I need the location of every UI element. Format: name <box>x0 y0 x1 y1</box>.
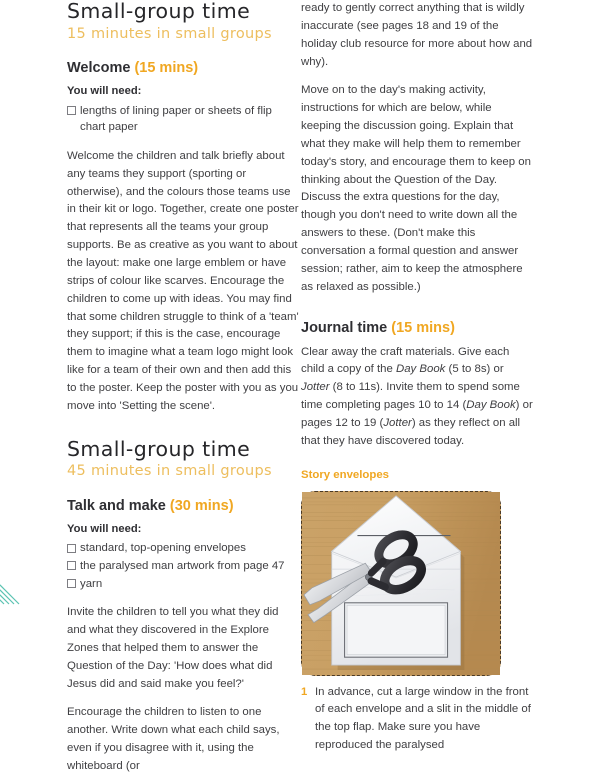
welcome-heading-mins: (15 mins) <box>134 59 199 76</box>
journal-heading-text: Journal time <box>301 319 388 336</box>
welcome-section-heading <box>67 59 300 77</box>
journal-section-heading <box>301 319 534 337</box>
welcome-paragraph: Welcome the children and talk briefly about any teams they support (sporting or otherwise), and the colours those teams use in their kit or logo. Together, create one poster that represents all the teams your group supports. Be as creative as you want to about the layout: make one large emblem or have strips of colour like scarves. Encourage the children to come up with ideas. You may find that some children struggle to think of a 'team' they support; if this is the case, encourage them to imagine what a team logo might look like for a team of their own and then add this to the poster. Keep the poster with you as you move into 'Setting the scene'. <box>67 149 299 412</box>
talk-and-make-heading-mins: (30 mins) <box>169 497 234 514</box>
talk-and-make-section-heading <box>67 497 300 515</box>
journal-text-4: (8 to 11s). Invite them to spend some time completing pages 10 to 14 ( <box>301 381 520 412</box>
list-item: In advance, cut a large window in the front of each envelope and a slit in the middle of the top flap. Make sure you have reproduced the paralysed <box>315 685 531 752</box>
session-two-subtitle: 45 minutes in small groups <box>67 463 272 480</box>
envelope-and-scissors-photo <box>301 491 501 676</box>
welcome-needs-list <box>67 103 300 136</box>
journal-paragraph <box>301 344 534 451</box>
section-spacer <box>67 416 300 438</box>
session-two-block <box>67 438 300 776</box>
welcome-heading-text: Welcome <box>67 59 131 76</box>
journal-spacer <box>301 308 534 319</box>
list-item: the paralysed man artwork from page 47 <box>67 558 300 575</box>
session-one-title: Small-group time <box>67 0 251 23</box>
talk-and-make-needs-list <box>67 540 300 592</box>
journal-text-8: ) as they reflect on all that they have discovered today. <box>301 417 521 447</box>
journal-text-2: (5 to 8s) or <box>445 363 504 376</box>
talk-and-make-paragraph-1: Invite the children to tell you what they did and what they discovered in the Explore Zones that helped them to answer the Question of the Day: 'How does what did Jesus did and said make you feel?' <box>67 606 279 690</box>
session-one-block <box>67 0 300 416</box>
talk-and-make-heading-text: Talk and make <box>67 497 166 514</box>
welcome-need-label: You will need: <box>67 85 142 98</box>
continued-paragraph-2: Move on to the day's making activity, instructions for which are below, while keeping the discussion going. Explain that what they make will help them to remember today's story, and encourage them to keep on thinking about the Question of the Day. Discuss the extra questions for the day, though you don't need to write down all the answers to these. (Don't make this conversation a formal question and answer session; rather, aim to keep the atmosphere as relaxed as possible.) <box>301 84 531 293</box>
left-column <box>67 0 300 776</box>
right-column <box>301 0 534 764</box>
journal-italic-day-book-2: Day Book <box>466 399 516 412</box>
journal-heading-mins: (15 mins) <box>391 319 455 336</box>
talk-and-make-need-label: You will need: <box>67 522 142 535</box>
list-item: yarn <box>67 576 300 593</box>
continued-paragraph-1: ready to gently correct anything that is wildly inaccurate (see pages 18 and 19 of the holiday club resource for more about how and why). <box>301 2 533 68</box>
session-two-title: Small-group time <box>67 436 251 461</box>
story-envelopes-heading: Story envelopes <box>301 468 389 481</box>
envelope-photo-graphic <box>302 492 500 675</box>
corner-hatch-decoration <box>0 566 34 600</box>
journal-italic-day-book-1: Day Book <box>395 363 446 376</box>
story-envelopes-steps <box>301 684 534 755</box>
journal-text-0: Clear away the craft materials. Give each child a copy of the <box>301 345 510 376</box>
journal-text-6: ) or pages 12 to 19 ( <box>301 399 533 429</box>
session-one-subtitle: 15 minutes in small groups <box>67 25 272 42</box>
journal-italic-jotter-2: Jotter <box>383 417 412 429</box>
talk-and-make-paragraph-2: Encourage the children to listen to one another. Write down what each child says, even if you disagree with it, using the whiteboard (or <box>67 706 280 772</box>
list-item: lengths of lining paper or sheets of flip chart paper <box>67 103 300 136</box>
journal-italic-jotter-1: Jotter <box>301 381 330 394</box>
list-item: standard, top-opening envelopes <box>67 540 300 557</box>
